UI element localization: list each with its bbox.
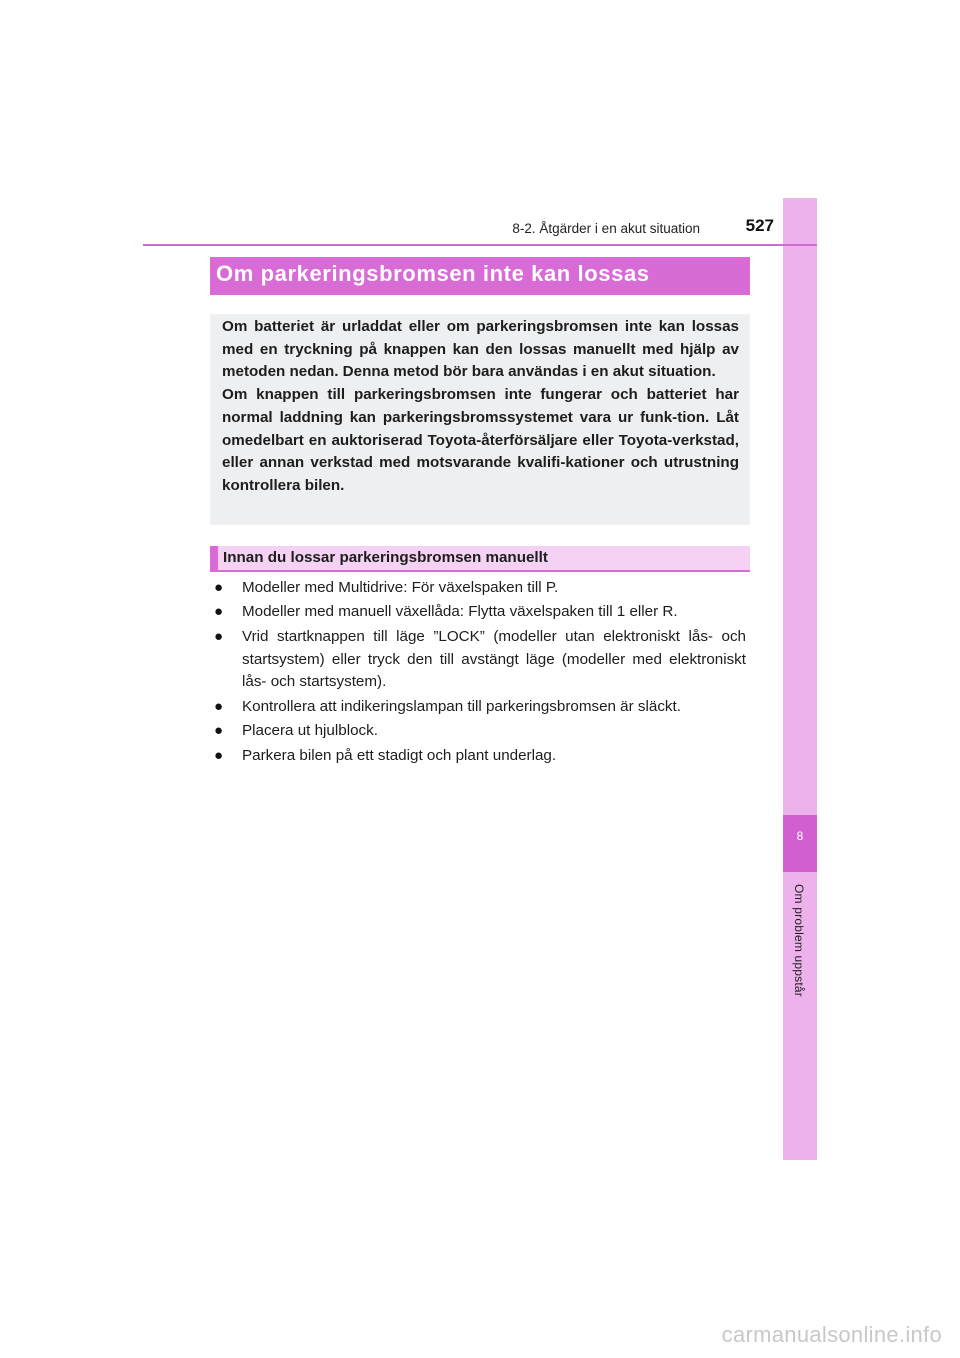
page-title: Om parkeringsbromsen inte kan lossas — [216, 261, 650, 286]
list-item — [210, 601, 746, 624]
bullet-list — [210, 577, 746, 769]
bullet-icon: ● — [214, 579, 224, 596]
bullet-icon: ● — [214, 627, 224, 645]
list-item-text: Modeller med Multidrive: För växelspaken till P. — [242, 579, 559, 596]
watermark: carmanualsonline.info — [721, 1322, 942, 1347]
list-item-text: Vrid startknappen till läge ”LOCK” (modeller utan elektroniskt lås- och startsystem) eller tryck den till avstängt läge (modeller med elektroniskt lås- och startsystem). — [242, 627, 746, 691]
list-item — [210, 745, 746, 768]
intro-paragraph-1: Om batteriet är urladdat eller om parkeringsbromsen inte kan lossas med en tryckning på knappen kan den lossas manuellt med hjälp av metoden nedan. Denna metod bör bara användas i en akut situation. — [222, 318, 739, 381]
list-item — [210, 720, 746, 743]
page-number: 527 — [745, 216, 774, 235]
chapter-side-tab — [783, 198, 817, 1160]
list-item-text: Parkera bilen på ett stadigt och plant underlag. — [242, 746, 557, 764]
bullet-icon: ● — [214, 746, 224, 764]
list-item-text: Modeller med manuell växellåda: Flytta växelspaken till 1 eller R. — [242, 603, 678, 621]
list-item — [210, 626, 746, 694]
chapter-number: 8 — [796, 829, 804, 843]
chapter-number-box — [783, 815, 817, 872]
chapter-label: Om problem uppstår — [792, 884, 806, 997]
bullet-icon: ● — [214, 697, 224, 715]
list-item — [210, 696, 746, 719]
intro-text — [222, 316, 739, 498]
bullet-icon: ● — [214, 603, 224, 621]
list-item-text: Kontrollera att indikeringslampan till parkeringsbromsen är släckt. — [242, 697, 681, 715]
intro-paragraph-2: Om knappen till parkeringsbromsen inte fungerar och batteriet har normal laddning kan parkeringsbromssystemet vara ur funk-tion. Låt omedelbart en auktoriserad Toyota-återförsäljare eller Toyota-verkstad, eller annan verkstad med motsvarande kvalifi-kationer och utrustning kontrollera bilen. — [222, 386, 739, 494]
header-section-title: 8-2. Åtgärder i en akut situation — [512, 221, 700, 236]
list-item-text: Placera ut hjulblock. — [242, 722, 378, 740]
bullet-icon: ● — [214, 722, 224, 740]
list-item — [210, 577, 746, 600]
subsection-title: Innan du lossar parkeringsbromsen manuellt — [223, 549, 548, 566]
header-divider — [143, 244, 817, 246]
subsection-accent — [210, 546, 218, 570]
